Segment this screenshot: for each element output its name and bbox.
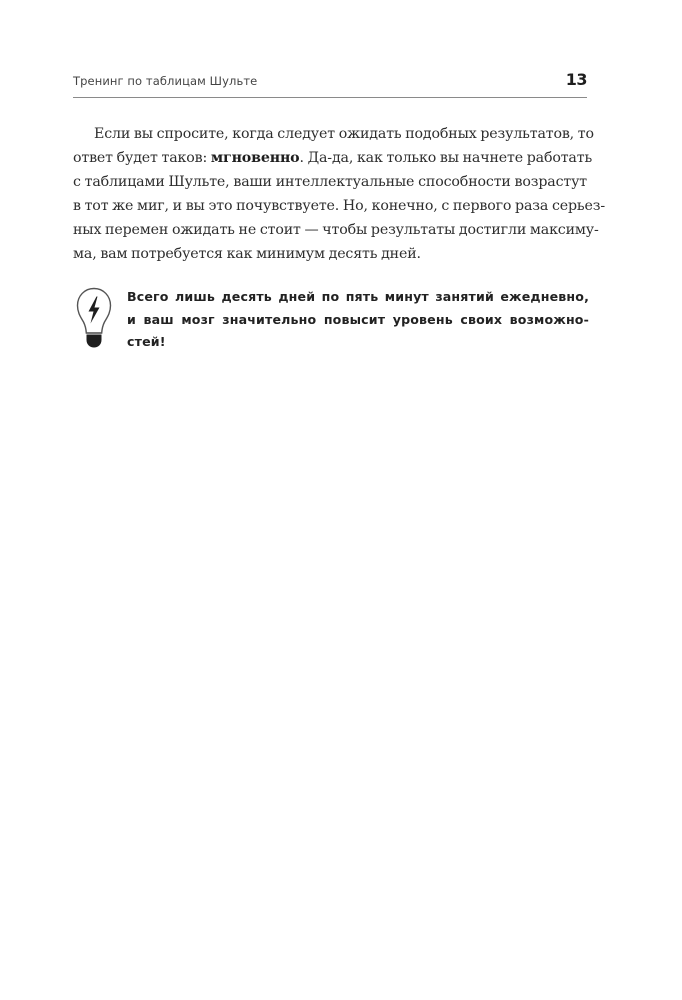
tip-callout bbox=[73, 286, 587, 356]
paragraph-line: ных перемен ожидать не стоит — чтобы результаты достигли максиму- bbox=[73, 222, 599, 238]
running-title: Тренинг по таблицам Шульте bbox=[73, 74, 258, 88]
callout-text bbox=[127, 286, 589, 354]
callout-line: стей! bbox=[127, 334, 166, 349]
callout-line: Всего лишь десять дней по пять минут занятий ежедневно, bbox=[127, 289, 589, 304]
running-head bbox=[73, 70, 587, 92]
paragraph-line: Если вы спросите, когда следует ожидать подобных результатов, то bbox=[94, 126, 594, 142]
paragraph-line: в тот же миг, и вы это почувствуете. Но, конечно, с первого раза серьез- bbox=[73, 198, 605, 214]
lightbulb-lightning-icon bbox=[76, 287, 112, 349]
paragraph-line bbox=[73, 146, 593, 170]
paragraph-text: ответ будет таков: bbox=[73, 150, 211, 166]
paragraph-line: ма, вам потребуется как минимум десять дней. bbox=[73, 246, 421, 262]
header-divider bbox=[73, 97, 587, 98]
callout-line: и ваш мозг значительно повысит уровень своих возможно- bbox=[127, 311, 589, 327]
paragraph-line: с таблицами Шульте, ваши интеллектуальные способности возрастут bbox=[73, 174, 587, 190]
page-number: 13 bbox=[565, 70, 587, 89]
emphasis-text: мгновенно bbox=[210, 150, 300, 166]
paragraph-text: . Да-да, как только вы начнете работать bbox=[299, 150, 593, 166]
body-paragraph bbox=[73, 122, 605, 266]
